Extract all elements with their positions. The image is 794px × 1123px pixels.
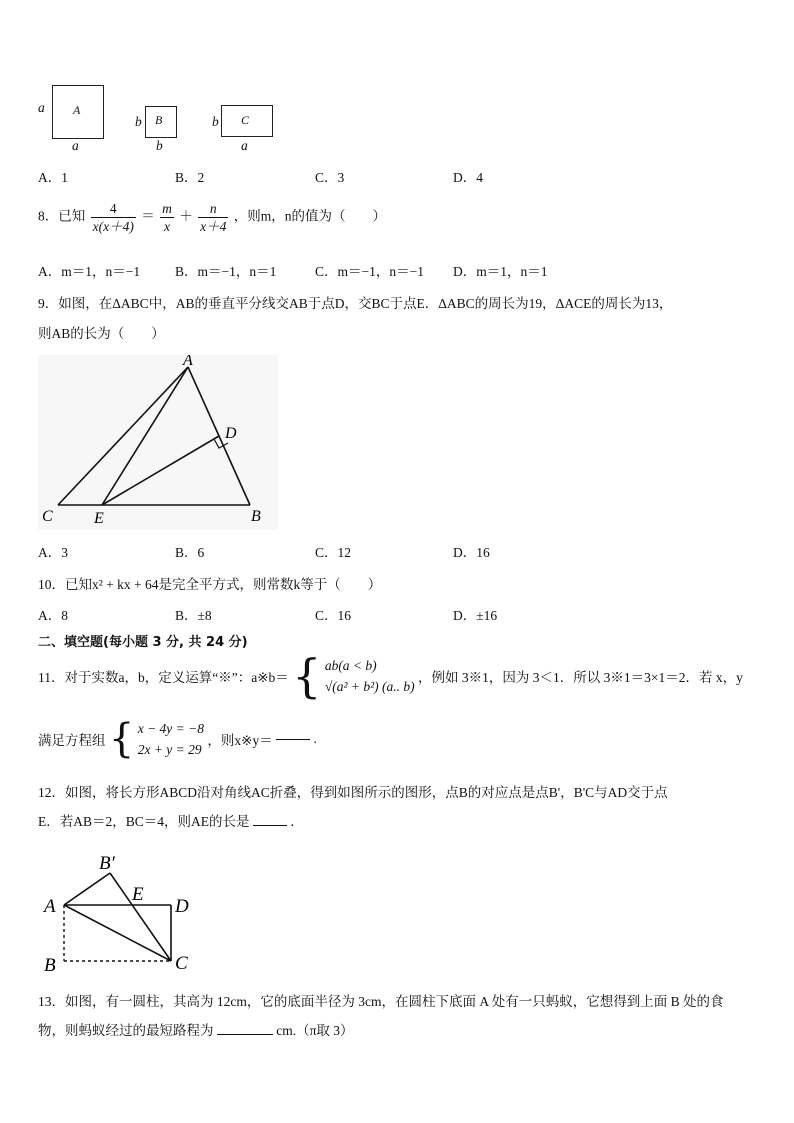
label-e: E — [132, 884, 144, 905]
square-a-label: A — [73, 103, 81, 117]
q11-line2-suffix: ，则x※y＝ — [207, 733, 273, 748]
q12-stem-line1: 12．如图，将长方形ABCD沿对角线AC折叠，得到如图所示的图形，点B的对应点是点B'，B'C与AD交于点 — [38, 785, 668, 800]
q8-option-d[interactable]: D．m＝1，n＝1 — [453, 264, 548, 279]
q8-prefix: 8．已知 — [38, 208, 86, 224]
q7-option-b[interactable]: B．2 — [175, 170, 205, 185]
q8-option-b[interactable]: B．m＝−1，n＝1 — [175, 264, 277, 279]
diagonal-ac — [64, 905, 171, 961]
q11-eq-1: x − 4y = −8 — [137, 721, 205, 736]
q11-case-1: ab(a < b) — [324, 658, 377, 673]
q8-fraction-2 — [160, 200, 174, 235]
q11-eq-2: 2x + y = 29 — [137, 742, 202, 757]
rect-c-side-label: b — [212, 114, 219, 129]
q12-line2-text: E．若AB＝2，BC＝4，则AE的长是 — [38, 814, 250, 829]
q11-suffix: ，例如 3※1，因为 3＜1．所以 3※1＝3×1＝2．若 x，y — [418, 670, 743, 685]
segment-ab-prime — [64, 873, 110, 905]
q8-frac1-den: x(x＋4) — [92, 219, 134, 234]
q11-system — [138, 718, 204, 760]
q11-line1 — [38, 649, 743, 703]
label-d: D — [225, 425, 237, 442]
q11-prefix: 11．对于实数a，b，定义运算“※”：a※b＝ — [38, 670, 289, 685]
q11-end: . — [313, 731, 317, 746]
q12-answer-blank[interactable] — [253, 825, 287, 826]
q7-option-c[interactable]: C．3 — [315, 170, 345, 185]
q11-answer-blank[interactable] — [276, 739, 310, 740]
label-c: C — [42, 508, 53, 525]
label-a: A — [44, 896, 56, 917]
label-b: B — [251, 508, 261, 525]
q7-option-d[interactable]: D．4 — [453, 170, 483, 185]
q9-option-b[interactable]: B．6 — [175, 545, 205, 560]
label-b: B — [44, 955, 56, 976]
q11-cases — [325, 655, 415, 697]
q12-stem-line2 — [38, 810, 304, 830]
q11-line2 — [38, 716, 317, 762]
q9-option-c[interactable]: C．12 — [315, 545, 352, 560]
rect-c-label: C — [241, 113, 250, 127]
square-a-side-label: a — [38, 100, 45, 115]
label-d: D — [175, 896, 189, 917]
rect-c-bottom-label: a — [241, 138, 248, 153]
q8-frac1-num: 4 — [91, 200, 136, 218]
q11-line2-prefix: 满足方程组 — [38, 733, 106, 748]
q10-stem: 10．已知x² + kx + 64是完全平方式，则常数k等于（ ） — [38, 577, 382, 592]
q12-end: ． — [290, 814, 304, 829]
q13-unit: cm.（π取 3） — [276, 1023, 354, 1038]
q9-option-d[interactable]: D．16 — [453, 545, 490, 560]
square-b-label: B — [155, 113, 163, 127]
q8-option-a[interactable]: A．m＝1，n＝−1 — [38, 264, 141, 279]
q10-option-b[interactable]: B．±8 — [175, 608, 212, 623]
q12-fold-figure — [38, 845, 208, 980]
q10-option-a[interactable]: A．8 — [38, 608, 68, 623]
q8-frac3-num: n — [198, 200, 228, 218]
q8-eq: ＝ — [141, 208, 155, 224]
q11-brace: { — [292, 649, 322, 703]
q8-frac2-den: x — [163, 219, 170, 234]
q13-stem-line1: 13．如图，有一圆柱，其高为 12cm，它的底面半径为 3cm，在圆柱下底面 A 处有一只蚂蚁，它想得到上面 B 处的食 — [38, 994, 724, 1009]
q9-triangle-figure — [38, 355, 278, 530]
section-heading-fill-in: 二、填空题(每小题 3 分, 共 24 分) — [38, 635, 248, 650]
q10-option-d[interactable]: D．±16 — [453, 608, 498, 623]
label-a: A — [183, 355, 193, 369]
label-e: E — [94, 510, 104, 527]
figure-background — [38, 355, 278, 530]
q8-suffix: ，则m，n的值为（ ） — [233, 208, 386, 224]
square-a — [52, 85, 104, 139]
square-b — [145, 106, 177, 138]
q13-stem-line2 — [38, 1019, 354, 1039]
label-b-prime: B′ — [99, 853, 115, 874]
q11-case-2: √(a² + b²) (a.. b) — [324, 679, 415, 694]
q8-fraction-3 — [198, 200, 228, 235]
q10-option-c[interactable]: C．16 — [315, 608, 352, 623]
q9-stem-line1: 9．如图，在ΔABC中，AB的垂直平分线交AB于点D，交BC于点E．ΔABC的周长为19，ΔACE的周长为13， — [38, 296, 673, 311]
q8-stem — [38, 200, 386, 235]
q13-line2-text: 物，则蚂蚁经过的最短路程为 — [38, 1023, 214, 1038]
q7-option-a[interactable]: A．1 — [38, 170, 68, 185]
q8-frac3-den: x＋4 — [200, 219, 227, 234]
q8-option-c[interactable]: C．m＝−1，n＝−1 — [315, 264, 424, 279]
q8-plus: ＋ — [179, 208, 193, 224]
q8-frac2-num: m — [162, 201, 172, 216]
square-b-side-label: b — [135, 114, 142, 129]
square-b-bottom-label: b — [156, 138, 163, 153]
q11-system-brace: { — [108, 716, 135, 762]
q13-answer-blank[interactable] — [217, 1034, 273, 1035]
square-a-bottom-label: a — [72, 138, 79, 153]
q9-option-a[interactable]: A．3 — [38, 545, 68, 560]
rect-c — [221, 105, 273, 137]
q8-fraction-1 — [91, 200, 136, 235]
label-c: C — [175, 953, 188, 974]
q9-stem-line2: 则AB的长为（ ） — [38, 326, 165, 341]
